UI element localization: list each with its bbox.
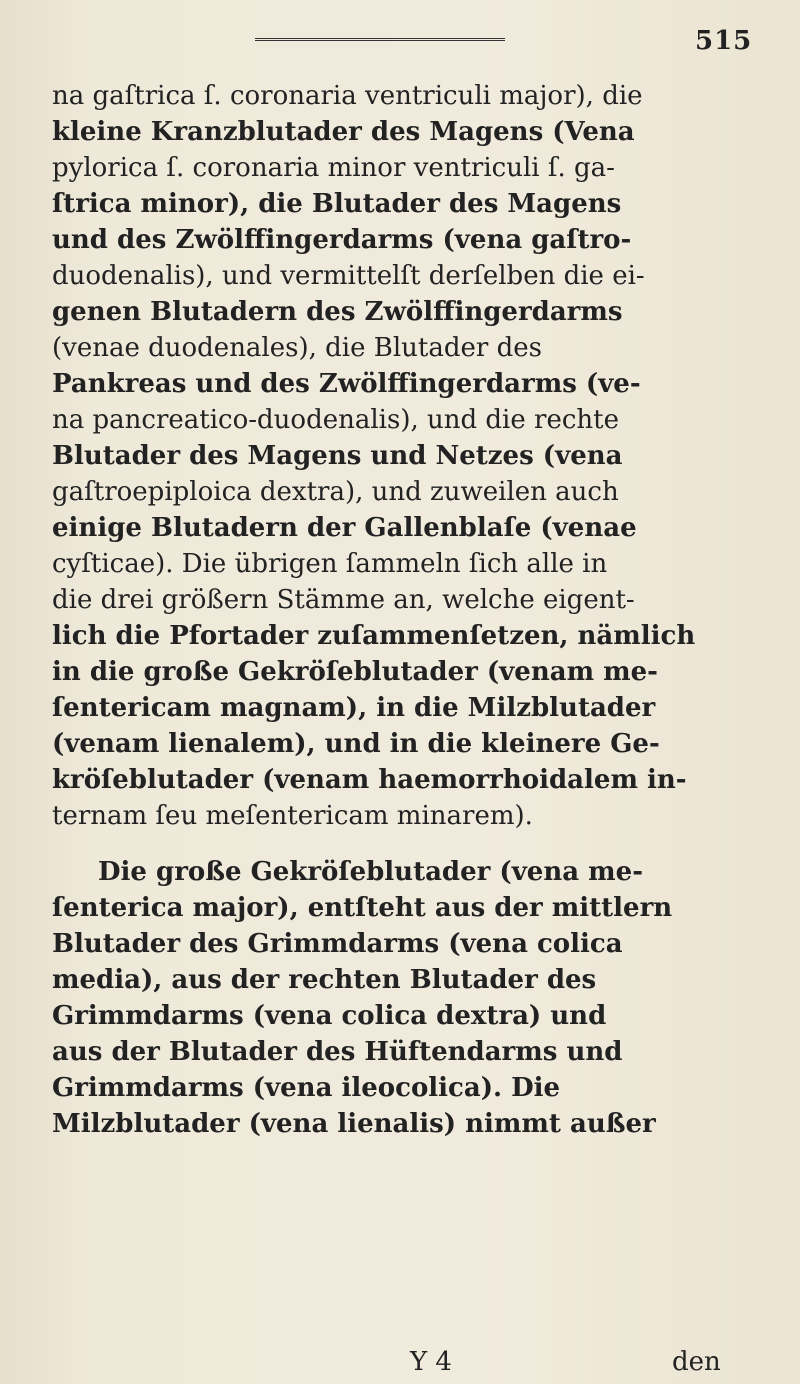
paragraph-1 [52,78,752,834]
paragraph-gap [52,834,752,854]
text-line: ſenterica major), entſteht aus der mittlern [52,893,673,923]
text-line: media), aus der rechten Blutader des [52,965,597,995]
signature-mark: Y 4 [410,1347,452,1377]
text-line: ſtrica minor), die Blutader des Magens [52,189,622,219]
paragraph-2 [52,854,752,1142]
header-rule [255,38,505,41]
text-line: ſentericam magnam), in die Milzblutader [52,693,656,723]
text-line: Milzblutader (vena lienalis) nimmt außer [52,1109,656,1139]
text-line: Grimmdarms (vena ileocolica). Die [52,1073,561,1103]
text-line: aus der Blutader des Hüftendarms und [52,1037,623,1067]
text-line: Grimmdarms (vena colica dextra) und [52,1001,607,1031]
text-line: kröſeblutader (venam haemorrhoidalem in- [52,765,687,795]
page-footer [0,1344,800,1380]
text-line: cyſticae). Die übrigen ſammeln ſich alle in [52,549,608,579]
text-line: in die große Gekröſeblutader (venam me- [52,657,658,687]
text-line: genen Blutadern des Zwölffingerdarms [52,297,623,327]
text-line: (venam lienalem), und in die kleinere Ge- [52,729,660,759]
text-line: na gaſtrica ſ. coronaria ventriculi major), die [52,81,643,111]
page-number: 515 [695,26,753,56]
text-line: Pankreas und des Zwölffingerdarms (ve- [52,369,641,399]
text-line: (venae duodenales), die Blutader des [52,333,542,363]
text-line: Blutader des Magens und Netzes (vena [52,441,623,471]
text-body [52,78,752,1142]
text-line: die drei größern Stämme an, welche eigent- [52,585,635,615]
text-line: ternam ſeu meſentericam minarem). [52,801,533,831]
text-line: kleine Kranzblutader des Magens (Vena [52,117,635,147]
catchword: den [672,1347,721,1377]
text-line: und des Zwölffingerdarms (vena gaſtro- [52,225,632,255]
text-line: gaſtroepiploica dextra), und zuweilen auch [52,477,619,507]
text-line: Blutader des Grimmdarms (vena colica [52,929,623,959]
text-line: pylorica ſ. coronaria minor ventriculi ſ. ga- [52,153,615,183]
text-line: einige Blutadern der Gallenblaſe (venae [52,513,637,543]
text-line: lich die Pfortader zuſammenſetzen, nämlich [52,621,696,651]
text-line: duodenalis), und vermittelſt derſelben die ei- [52,261,645,291]
text-line: Die große Gekröſeblutader (vena me- [98,857,643,887]
text-line: na pancreatico-duodenalis), und die rechte [52,405,619,435]
